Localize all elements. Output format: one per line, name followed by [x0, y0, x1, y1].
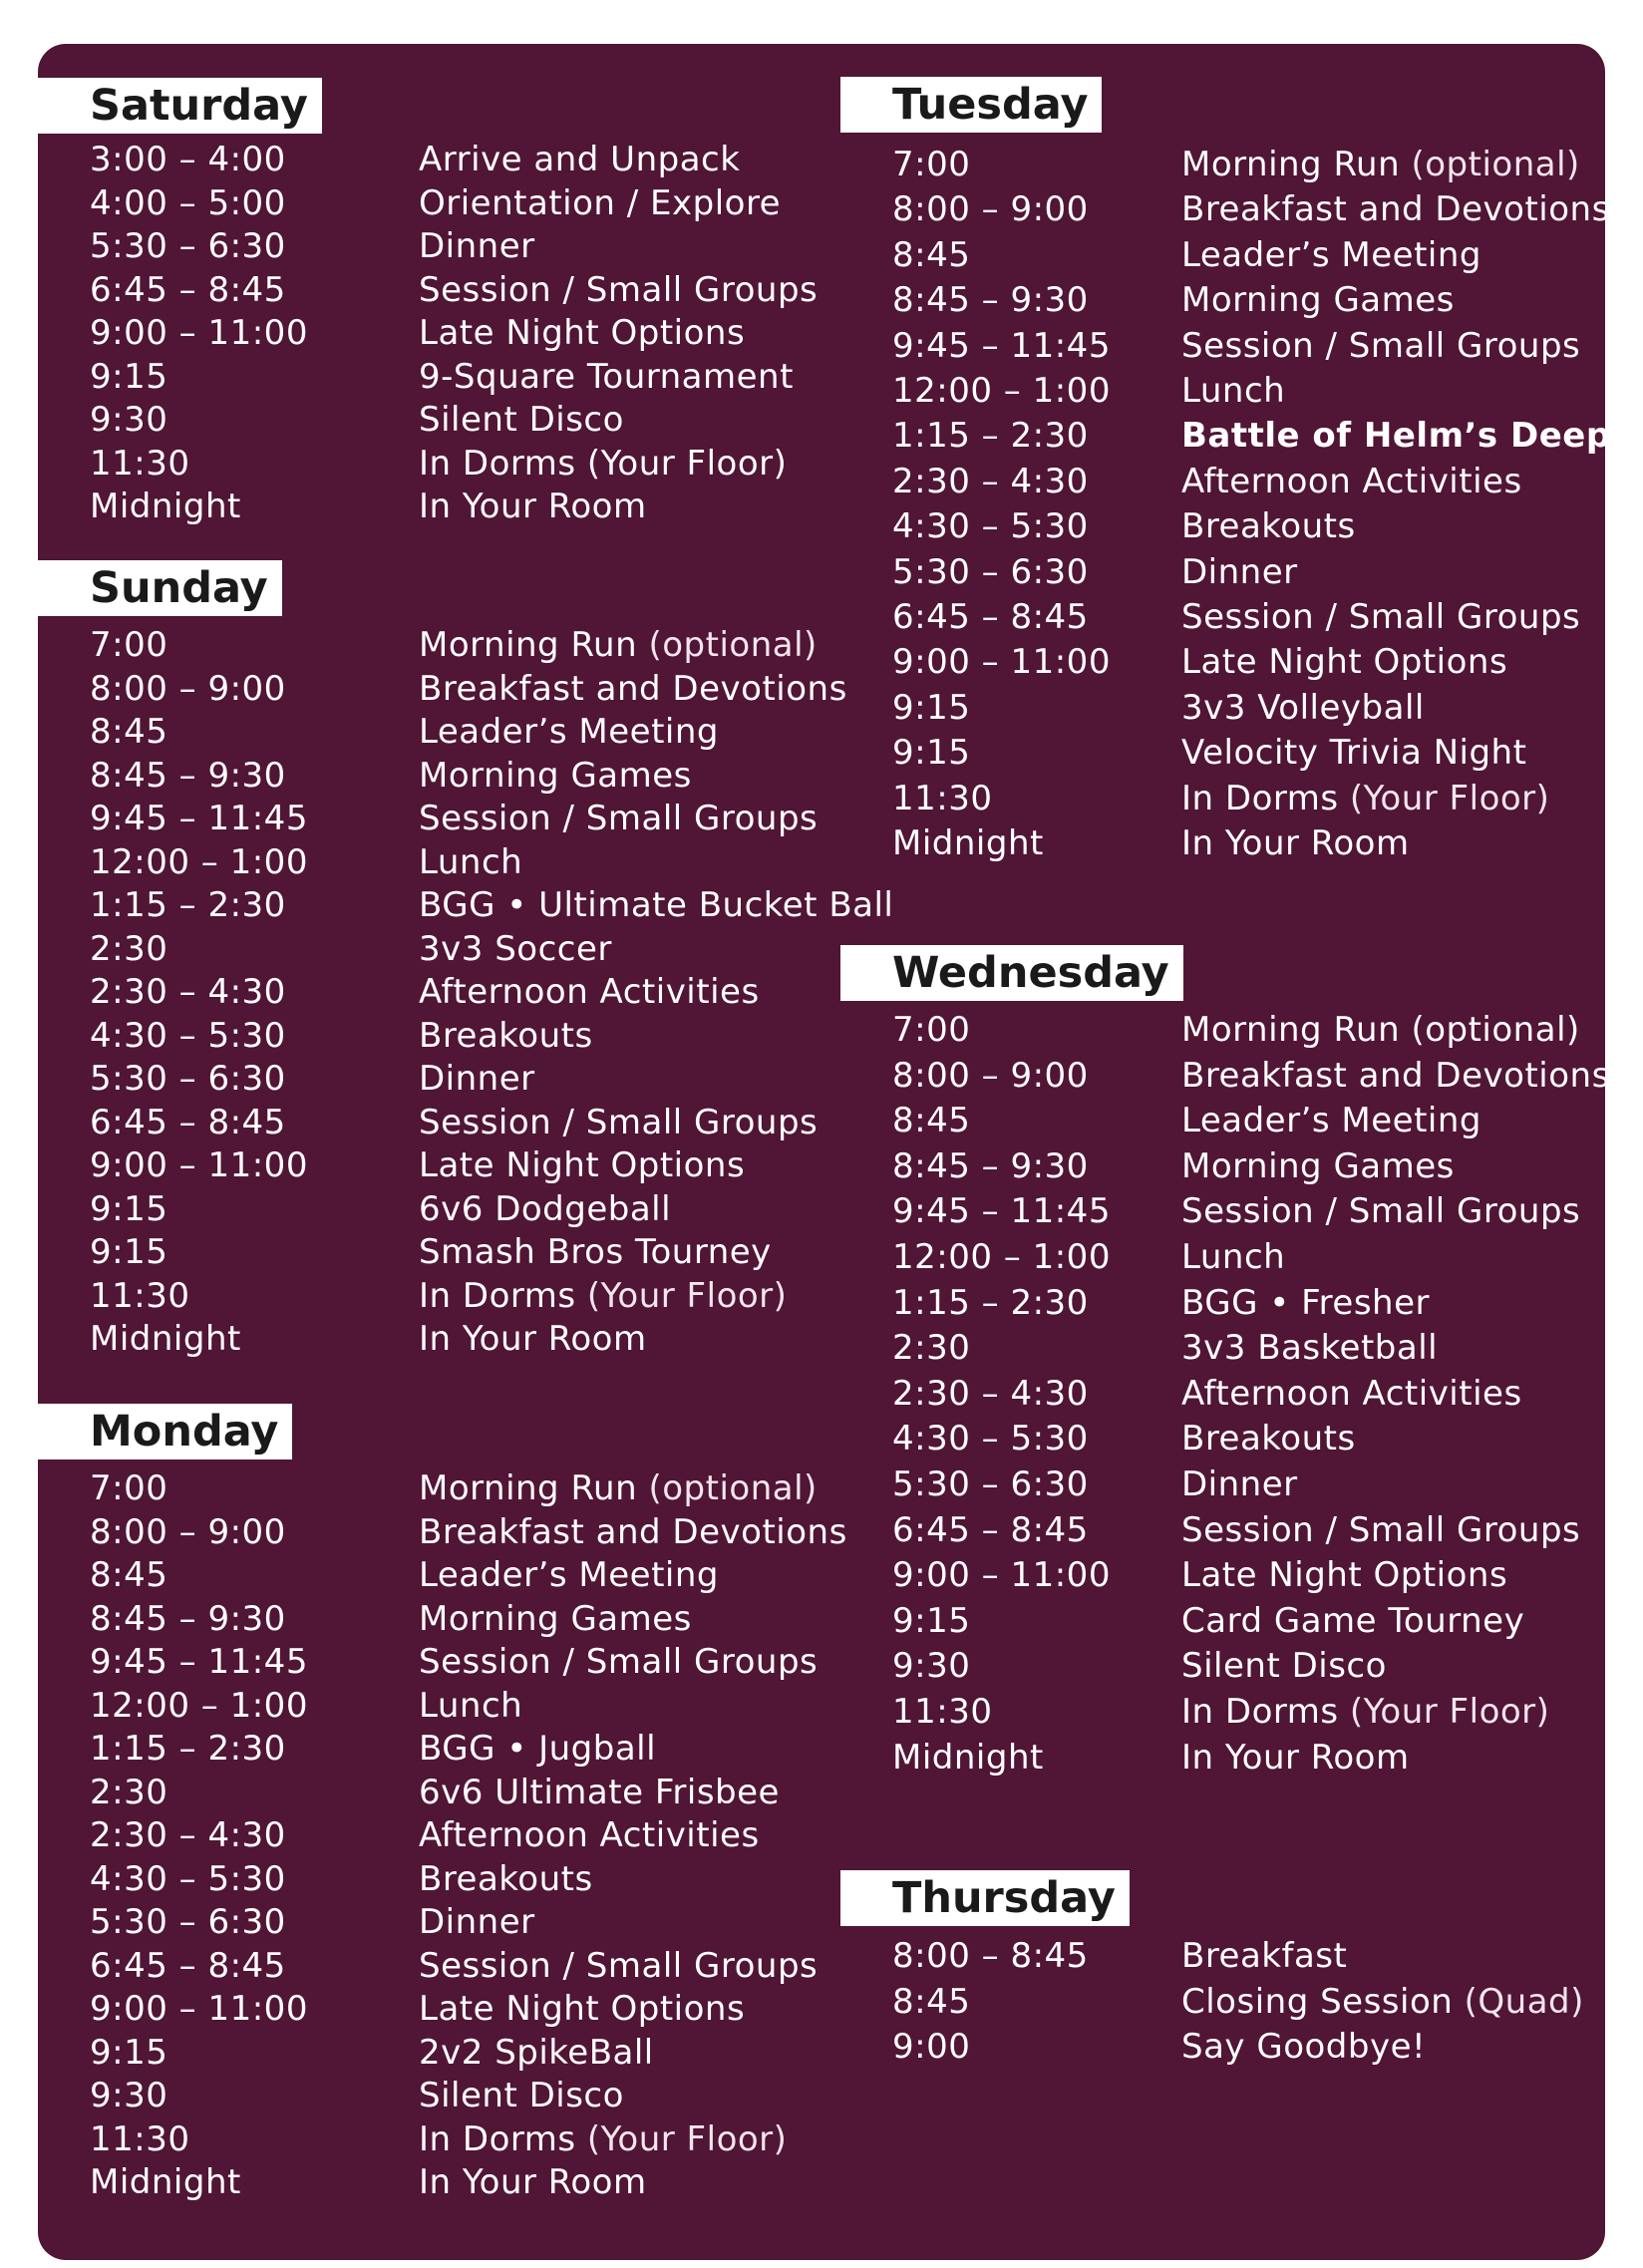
row-time: 3:00 – 4:00 [90, 140, 286, 179]
row-activity [419, 625, 818, 665]
row-activity [1181, 823, 1410, 863]
row-activity [419, 1059, 535, 1099]
row-time: 5:30 – 6:30 [892, 551, 1089, 592]
row-time: 11:30 [892, 1692, 993, 1732]
activity-text: BGG • Jugball [419, 1729, 657, 1769]
row-activity [419, 1859, 593, 1899]
row-time: 1:15 – 2:30 [90, 1729, 286, 1769]
row-activity [419, 140, 740, 179]
activity-text: Afternoon Activities [1181, 1373, 1522, 1414]
activity-note: (Your Floor) [586, 2118, 788, 2159]
row-activity [1181, 462, 1522, 501]
row-activity [419, 929, 612, 969]
activity-text: BGG • Fresher [1181, 1282, 1430, 1323]
row-activity [419, 400, 624, 440]
activity-text: Breakouts [419, 1015, 593, 1056]
activity-text: Session / Small Groups [419, 269, 819, 310]
activity-text: BGG • Ultimate Bucket Ball [419, 885, 894, 925]
row-time: 2:30 – 4:30 [90, 972, 286, 1012]
row-time: 12:00 – 1:00 [892, 1237, 1111, 1277]
day-header-saturday: Saturday [38, 78, 322, 134]
row-activity [1181, 642, 1507, 682]
row-time: 8:45 – 9:30 [892, 280, 1089, 321]
activity-text: Late Night Options [1181, 1555, 1508, 1596]
activity-text: Leader’s Meeting [1181, 1101, 1481, 1141]
activity-text: Morning Run [419, 1468, 638, 1508]
activity-text: Silent Disco [1181, 1646, 1387, 1687]
row-activity [419, 183, 781, 223]
row-time: 5:30 – 6:30 [90, 226, 286, 266]
row-activity [419, 1016, 593, 1056]
activity-text: Orientation / Explore [419, 182, 782, 223]
row-time: 11:30 [90, 1275, 190, 1316]
row-time: 9:15 [90, 1232, 168, 1272]
activity-text: Afternoon Activities [419, 1815, 760, 1855]
row-time: 4:30 – 5:30 [90, 1015, 286, 1056]
row-activity [419, 756, 692, 796]
day-header-monday: Monday [38, 1404, 292, 1459]
row-activity [419, 1599, 692, 1639]
activity-text: 3v3 Basketball [1181, 1328, 1439, 1369]
activity-text: Session / Small Groups [419, 1102, 819, 1142]
row-activity [419, 1276, 787, 1316]
row-time: 9:15 [90, 2032, 168, 2073]
row-time: 8:45 [90, 712, 168, 752]
row-activity [1181, 1936, 1347, 1976]
activity-text: In Your Room [419, 1319, 647, 1359]
row-time: 2:30 – 4:30 [892, 1373, 1089, 1414]
row-time: 9:45 – 11:45 [90, 1642, 308, 1682]
row-time: 9:00 [892, 2027, 971, 2067]
row-activity [419, 226, 535, 266]
row-activity [1181, 597, 1580, 637]
activity-text: Dinner [1181, 551, 1298, 592]
row-activity [1181, 1555, 1507, 1595]
row-activity [1181, 280, 1455, 320]
activity-text: Smash Bros Tourney [419, 1232, 772, 1272]
activity-text: Late Night Options [1181, 642, 1508, 683]
day-header-wednesday: Wednesday [840, 945, 1183, 1001]
row-activity [419, 2033, 654, 2073]
row-activity [419, 1729, 656, 1769]
row-time: 9:00 – 11:00 [892, 1555, 1111, 1596]
row-time: 9:15 [90, 356, 168, 397]
row-time: 5:30 – 6:30 [90, 1059, 286, 1099]
row-activity [1181, 1738, 1410, 1778]
row-activity [419, 972, 760, 1012]
row-activity [419, 799, 818, 838]
activity-text: Say Goodbye! [1181, 2027, 1427, 2067]
row-activity [1181, 416, 1611, 456]
row-activity [419, 270, 818, 310]
row-time: 1:15 – 2:30 [90, 885, 286, 925]
row-activity [1181, 1692, 1549, 1732]
row-activity [419, 2162, 647, 2202]
activity-text: Dinner [419, 226, 535, 266]
activity-text: Morning Games [1181, 280, 1455, 321]
activity-text: Afternoon Activities [419, 972, 760, 1012]
day-header-tuesday: Tuesday [840, 77, 1102, 133]
row-time: 5:30 – 6:30 [892, 1464, 1089, 1504]
row-time: 4:30 – 5:30 [90, 1858, 286, 1899]
activity-note: (Your Floor) [1349, 1692, 1550, 1732]
row-time: 9:00 – 11:00 [90, 313, 308, 353]
row-time: 9:00 – 11:00 [892, 642, 1111, 683]
activity-text: Breakfast [1181, 1936, 1348, 1976]
activity-note: (optional) [1411, 145, 1580, 184]
activity-text: In Your Room [419, 2162, 647, 2202]
activity-text: Session / Small Groups [419, 1642, 819, 1682]
activity-text: Breakfast and Devotions [1181, 1055, 1610, 1096]
row-time: 11:30 [90, 443, 190, 484]
row-activity [1181, 1010, 1580, 1050]
row-activity [1181, 2027, 1426, 2067]
activity-text: Leader’s Meeting [1181, 234, 1481, 275]
row-time: 11:30 [892, 778, 993, 818]
row-activity [1181, 1374, 1522, 1414]
row-activity [419, 2119, 787, 2159]
row-time: 8:45 [892, 234, 971, 275]
row-activity [419, 1468, 818, 1508]
row-time: Midnight [892, 823, 1044, 863]
row-time: 7:00 [892, 1010, 971, 1050]
activity-note: (optional) [648, 1468, 818, 1508]
row-activity [1181, 145, 1580, 184]
activity-text: 6v6 Dodgeball [419, 1188, 672, 1229]
row-time: 9:15 [892, 687, 971, 728]
row-activity [1181, 1237, 1285, 1277]
activity-note: (Your Floor) [1349, 778, 1550, 818]
activity-text: Dinner [419, 1902, 535, 1942]
row-time: 9:30 [90, 2076, 168, 2115]
row-activity [419, 1232, 772, 1272]
activity-text: 9-Square Tournament [419, 356, 794, 397]
row-time: 4:30 – 5:30 [892, 1419, 1089, 1459]
row-time: 6:45 – 8:45 [892, 597, 1089, 637]
activity-text: Silent Disco [419, 2076, 624, 2115]
activity-text: Breakouts [1181, 506, 1356, 547]
row-time: 6:45 – 8:45 [90, 1945, 286, 1986]
activity-note: (Your Floor) [586, 1275, 788, 1316]
activity-note: (Quad) [1464, 1981, 1584, 2022]
activity-text: Late Night Options [419, 1145, 746, 1185]
row-time: 2:30 [90, 928, 168, 969]
row-activity [1181, 235, 1481, 275]
activity-text: Morning Run [1181, 145, 1401, 184]
row-time: 7:00 [90, 625, 168, 665]
activity-text: In Your Room [1181, 823, 1410, 863]
row-activity [419, 1773, 780, 1812]
row-activity [419, 1902, 535, 1942]
row-time: 8:00 – 8:45 [892, 1936, 1089, 1976]
row-activity [419, 1145, 745, 1185]
row-time: 8:00 – 9:00 [892, 189, 1089, 230]
row-activity [1181, 552, 1298, 592]
row-activity [419, 712, 719, 752]
row-time: 7:00 [90, 1468, 168, 1508]
row-time: 9:00 – 11:00 [90, 1989, 308, 2029]
activity-text: Afternoon Activities [1181, 461, 1522, 501]
row-time: 9:45 – 11:45 [90, 799, 308, 838]
row-activity [419, 1815, 760, 1855]
row-time: 8:45 – 9:30 [90, 755, 286, 796]
row-activity [1181, 688, 1425, 728]
activity-text: In Your Room [1181, 1737, 1410, 1778]
activity-text: Morning Games [419, 1598, 692, 1639]
row-activity [419, 1512, 847, 1552]
activity-text: Silent Disco [419, 400, 624, 440]
row-time: 7:00 [892, 145, 971, 184]
row-time: 8:45 [90, 1555, 168, 1595]
row-activity [419, 1103, 818, 1142]
row-activity [419, 486, 647, 526]
activity-text: Morning Run [419, 625, 638, 665]
activity-text: Session / Small Groups [1181, 1509, 1581, 1550]
activity-text: In Dorms [1181, 1692, 1339, 1732]
activity-text: Breakfast and Devotions [1181, 189, 1610, 230]
activity-text: Morning Games [419, 755, 692, 796]
row-time: 2:30 – 4:30 [892, 461, 1089, 501]
row-activity [1181, 326, 1580, 366]
row-time: 8:45 [892, 1981, 971, 2022]
activity-text: Breakouts [419, 1858, 593, 1899]
row-activity [1181, 1464, 1298, 1504]
row-time: 4:30 – 5:30 [892, 506, 1089, 547]
day-header-sunday: Sunday [38, 560, 282, 616]
row-time: 12:00 – 1:00 [90, 841, 308, 882]
row-activity [1181, 371, 1285, 411]
row-activity [419, 1642, 818, 1682]
row-activity [1181, 1646, 1387, 1686]
row-time: 8:00 – 9:00 [892, 1055, 1089, 1096]
day-header-thursday: Thursday [840, 1870, 1130, 1926]
row-activity [1181, 1419, 1356, 1458]
activity-text: Card Game Tourney [1181, 1600, 1525, 1641]
activity-text: Session / Small Groups [1181, 1191, 1581, 1232]
activity-text: Lunch [1181, 1237, 1286, 1277]
row-time: 2:30 [892, 1328, 971, 1369]
activity-text: Lunch [1181, 371, 1286, 411]
activity-text: In Dorms (Your Floor) [419, 443, 788, 484]
row-time: 6:45 – 8:45 [892, 1509, 1089, 1550]
activity-note: (optional) [648, 625, 818, 665]
row-activity [419, 885, 893, 925]
row-time: 9:30 [90, 400, 168, 440]
activity-text: Late Night Options [419, 1989, 746, 2029]
row-time: 8:45 – 9:30 [90, 1598, 286, 1639]
activity-text: 6v6 Ultimate Frisbee [419, 1772, 780, 1812]
row-time: 12:00 – 1:00 [90, 1685, 308, 1726]
activity-text: 3v3 Volleyball [1181, 687, 1425, 728]
row-time: 6:45 – 8:45 [90, 269, 286, 310]
row-time: 2:30 [90, 1772, 168, 1812]
activity-text: 3v3 Soccer [419, 928, 612, 969]
row-time: 9:45 – 11:45 [892, 325, 1111, 366]
activity-text: Dinner [1181, 1464, 1298, 1504]
row-time: 6:45 – 8:45 [90, 1102, 286, 1142]
activity-text: Lunch [419, 841, 523, 882]
activity-text: Velocity Trivia Night [1181, 733, 1527, 774]
activity-text: Leader’s Meeting [419, 1555, 719, 1595]
row-time: 9:45 – 11:45 [892, 1191, 1111, 1232]
row-activity [419, 669, 847, 709]
row-activity [1181, 1283, 1430, 1323]
row-time: 8:00 – 9:00 [90, 1511, 286, 1552]
row-time: Midnight [892, 1737, 1044, 1778]
row-time: 9:30 [892, 1646, 971, 1687]
row-time: 8:00 – 9:00 [90, 668, 286, 709]
activity-text: Dinner [419, 1059, 535, 1099]
row-activity [419, 1189, 671, 1229]
row-time: 4:00 – 5:00 [90, 182, 286, 223]
activity-text: In Dorms [419, 2118, 576, 2159]
row-time: 2:30 – 4:30 [90, 1815, 286, 1855]
row-time: 12:00 – 1:00 [892, 371, 1111, 411]
activity-text: In Dorms [1181, 778, 1339, 818]
row-activity [419, 357, 794, 397]
row-activity [1181, 779, 1549, 818]
activity-text: In Dorms [419, 1275, 576, 1316]
row-time: 1:15 – 2:30 [892, 416, 1089, 457]
row-time: Midnight [90, 2162, 241, 2202]
row-activity [419, 2076, 624, 2115]
row-activity [1181, 1101, 1481, 1140]
row-activity [1181, 1328, 1438, 1368]
row-activity [1181, 1056, 1610, 1096]
row-activity [1181, 1191, 1580, 1231]
row-time: 8:45 – 9:30 [892, 1145, 1089, 1186]
row-activity [1181, 1510, 1580, 1550]
activity-text: Battle of Helm’s Deep [1181, 416, 1611, 457]
row-activity [419, 444, 787, 484]
row-time: 9:00 – 11:00 [90, 1145, 308, 1185]
row-activity [419, 1686, 522, 1726]
row-time: 1:15 – 2:30 [892, 1282, 1089, 1323]
row-time: 11:30 [90, 2118, 190, 2159]
activity-text: Session / Small Groups [1181, 325, 1581, 366]
row-activity [419, 313, 745, 353]
activity-text: Breakfast and Devotions [419, 1511, 847, 1552]
row-activity [419, 1946, 818, 1986]
activity-text: Session / Small Groups [419, 1945, 819, 1986]
row-activity [419, 1319, 647, 1359]
row-activity [419, 1989, 745, 2029]
activity-text: Leader’s Meeting [419, 712, 719, 752]
row-activity [1181, 1601, 1524, 1641]
activity-text: Closing Session [1181, 1981, 1454, 2022]
row-activity [419, 1555, 719, 1595]
activity-text: Breakouts [1181, 1419, 1356, 1459]
row-time: 9:15 [892, 733, 971, 774]
row-time: Midnight [90, 486, 241, 526]
activity-text: Arrive and Unpack [419, 140, 741, 179]
row-time: 9:15 [892, 1600, 971, 1641]
activity-text: Morning Run (optional) [1181, 1010, 1580, 1050]
activity-text: Late Night Options [419, 313, 746, 353]
row-activity [1181, 733, 1526, 773]
activity-text: Lunch [419, 1685, 523, 1726]
row-activity [419, 842, 522, 882]
row-time: Midnight [90, 1319, 241, 1359]
activity-text: 2v2 SpikeBall [419, 2032, 654, 2073]
row-time: 5:30 – 6:30 [90, 1902, 286, 1942]
row-activity [1181, 1982, 1584, 2022]
row-activity [1181, 189, 1610, 229]
activity-text: Session / Small Groups [1181, 597, 1581, 637]
row-activity [1181, 506, 1356, 546]
activity-text: Session / Small Groups [419, 799, 819, 838]
row-activity [1181, 1146, 1455, 1186]
activity-text: In Your Room [419, 486, 647, 526]
activity-text: Breakfast and Devotions [419, 668, 847, 709]
row-time: 8:45 [892, 1101, 971, 1141]
row-time: 9:15 [90, 1188, 168, 1229]
activity-text: Morning Games [1181, 1145, 1455, 1186]
